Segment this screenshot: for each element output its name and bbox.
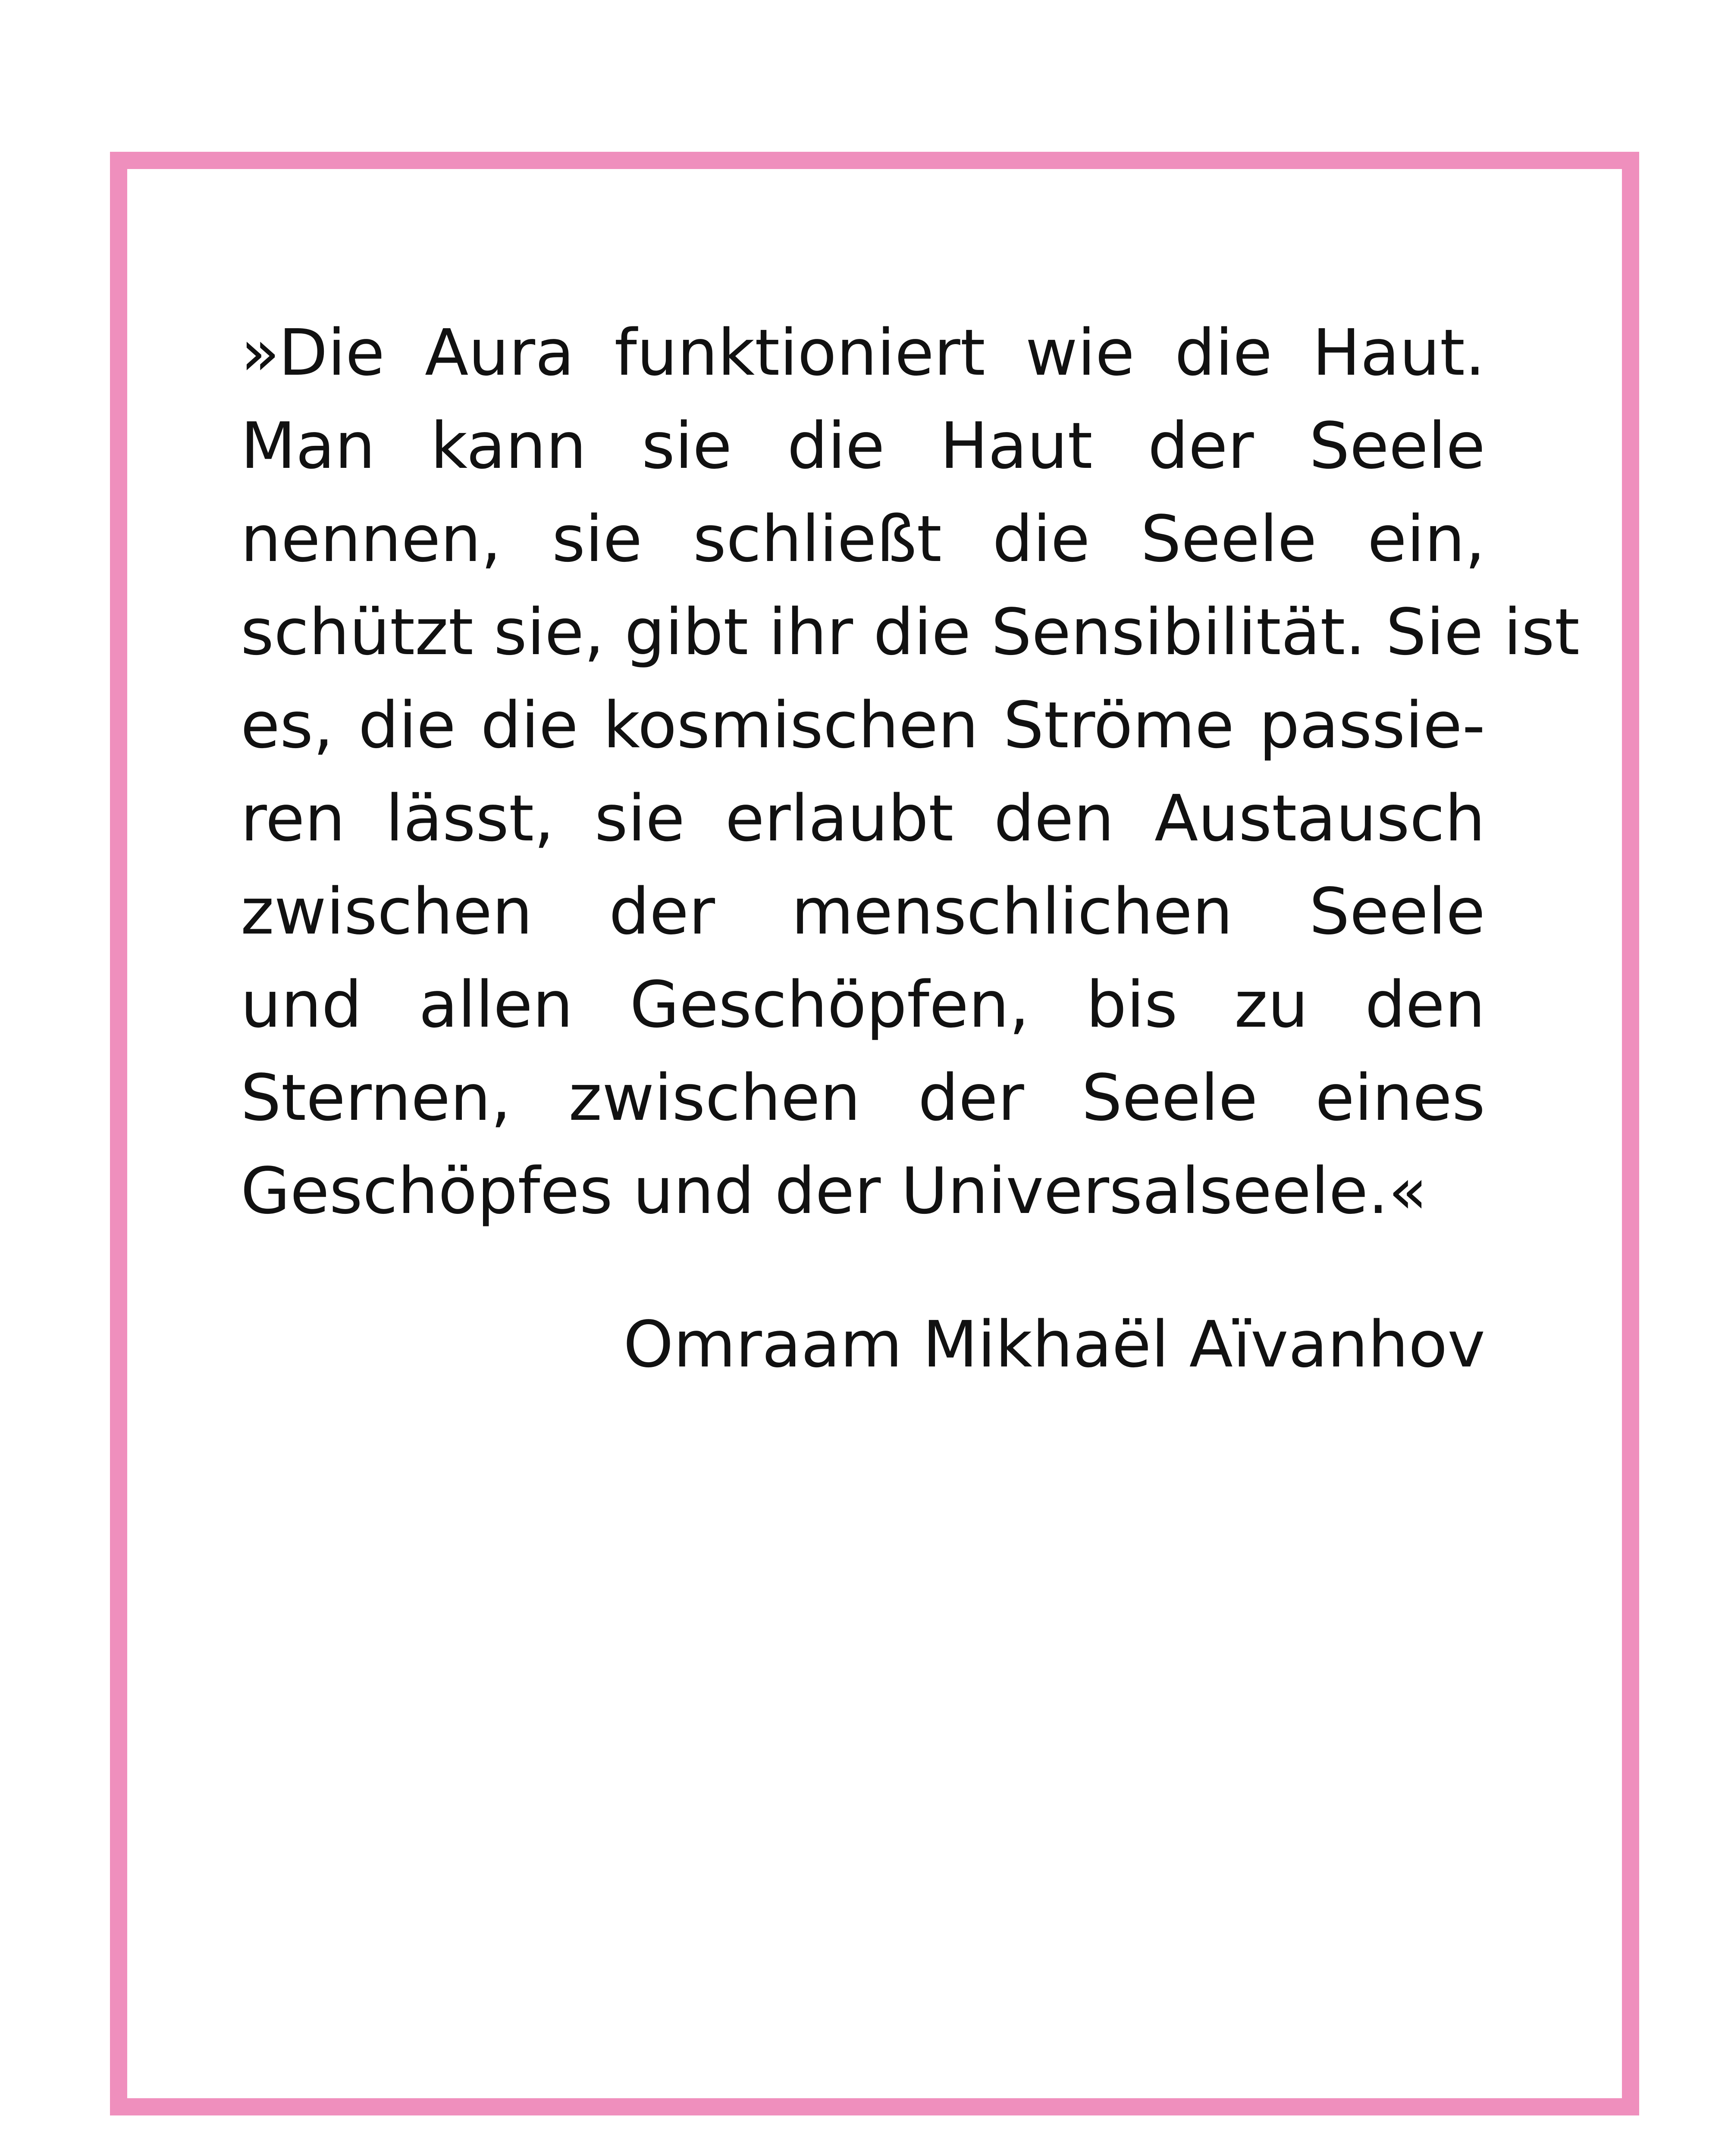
quote-line: ren lässt, sie erlaubt den Austausch: [241, 781, 1485, 856]
quote-line: nennen, sie schließt die Seele ein,: [241, 502, 1485, 576]
quote-line: Geschöpfes und der Universalseele.«: [241, 1154, 1427, 1228]
quote-text: [241, 306, 1580, 1238]
quote-author: Omraam Mikhaël Aïvanhov: [623, 1307, 1485, 1382]
quote-line: »Die Aura funktioniert wie die Haut.: [241, 316, 1485, 390]
quote-line: schützt sie, gibt ihr die Sensibilität. Sie ist: [241, 595, 1580, 669]
quote-line: Sternen, zwischen der Seele eines: [241, 1061, 1485, 1135]
quote-line: es, die die kosmischen Ströme passie-: [241, 688, 1485, 762]
quote-line: Man kann sie die Haut der Seele: [241, 409, 1485, 483]
quote-line: und allen Geschöpfen, bis zu den: [241, 968, 1485, 1042]
quote-line: zwischen der menschlichen Seele: [241, 874, 1485, 949]
